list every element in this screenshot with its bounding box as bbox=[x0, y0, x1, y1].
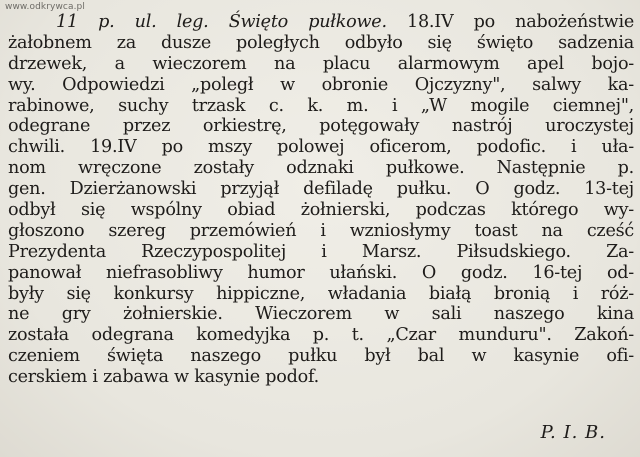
article-line: Prezydenta Rzeczypospolitej i Marsz. Piłsudskiego. Za- bbox=[8, 241, 634, 262]
article-body bbox=[8, 12, 634, 388]
article-line: panował niefrasobliwy humor ułański. O godz. 16-tej od- bbox=[8, 262, 634, 283]
article-line: została odegrana komedyjka p. t. „Czar munduru". Zakoń- bbox=[8, 325, 634, 346]
article-line: ne gry żołnierskie. Wieczorem w sali naszego kina bbox=[8, 304, 634, 325]
article-line: rabinowe, suchy trzask c. k. m. i „W mogile ciemnej", bbox=[8, 95, 634, 116]
article-line-1 bbox=[8, 12, 634, 33]
article-line: głoszono szereg przemówień i wzniosłymy toast na cześć bbox=[8, 220, 634, 241]
article-first-line-rest: 18.IV po nabożeństwie bbox=[407, 12, 635, 32]
article-line: były się konkursy hippiczne, władania białą bronią i róż- bbox=[8, 283, 634, 304]
author-signature: P. I. B. bbox=[540, 422, 606, 443]
article-line: żałobnem za dusze poległych odbyło się święto sadzenia bbox=[8, 32, 634, 53]
watermark-url: www.odkrywca.pl bbox=[5, 2, 85, 12]
article-line: gen. Dzierżanowski przyjął defiladę pułku. O godz. 13-tej bbox=[8, 179, 634, 200]
article-line: odegrane przez orkiestrę, potęgowały nastrój uroczystej bbox=[8, 116, 634, 137]
article-line: wy. Odpowiedzi „poległ w obronie Ojczyzny", salwy ka- bbox=[8, 74, 634, 95]
article-line: drzewek, a wieczorem na placu alarmowym apel bojo- bbox=[8, 53, 634, 74]
article-lead: 11 p. ul. leg. Święto pułkowe. bbox=[56, 12, 387, 32]
article-line: czeniem święta naszego pułku był bal w kasynie ofi- bbox=[8, 346, 634, 367]
article-line: odbył się wspólny obiad żołnierski, podczas którego wy- bbox=[8, 200, 634, 221]
article-line: cerskiem i zabawa w kasynie podof. bbox=[8, 367, 319, 388]
article-line: nom wręczone zostały odznaki pułkowe. Następnie p. bbox=[8, 158, 634, 179]
article-line: chwili. 19.IV po mszy polowej oficerom, podofic. i uła- bbox=[8, 137, 634, 158]
